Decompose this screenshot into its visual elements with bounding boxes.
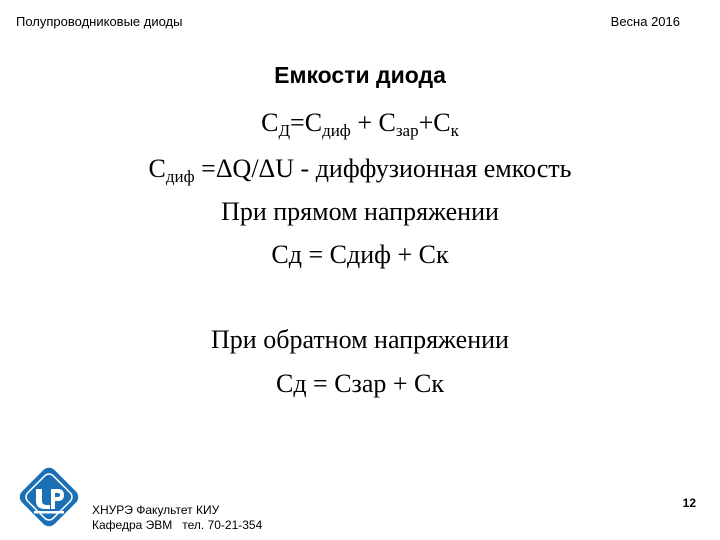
eq2-part1: С <box>148 154 166 183</box>
eq2-sub1: диф <box>165 167 195 186</box>
eq2-rest: =ΔQ/ΔU - диффузионная емкость <box>194 154 572 183</box>
eq1-sub2: диф <box>322 121 351 140</box>
forward-bias-heading: При прямом напряжении <box>221 197 499 226</box>
eq1-part4: +С <box>418 108 451 137</box>
capacitance-sum-equation <box>0 108 720 138</box>
eq1-sub4: к <box>450 121 459 140</box>
forward-bias-formula: Сд = Сдиф + Ск <box>271 240 449 269</box>
eq1-sub1: Д <box>278 121 291 140</box>
eq1-part2: =С <box>290 108 323 137</box>
footer-faculty: ХНУРЭ Факультет КИУ <box>92 503 220 517</box>
header-course-title: Полупроводниковые диоды <box>16 14 183 29</box>
eq1-sub3: зар <box>395 121 419 140</box>
page-number: 12 <box>682 496 696 510</box>
slide-title: Емкости диода <box>274 62 446 88</box>
reverse-bias-formula: Сд = Сзар + Ск <box>275 369 445 398</box>
footer-department-line <box>92 518 262 533</box>
footer-department: Кафедра ЭВМ <box>92 518 173 532</box>
header-term: Весна 2016 <box>610 14 680 29</box>
reverse-bias-heading: При обратном напряжении <box>211 325 509 354</box>
university-logo-icon <box>14 462 84 532</box>
diffusion-capacitance-definition <box>0 154 720 184</box>
footer-phone: тел. 70-21-354 <box>182 518 263 532</box>
eq1-part3: + С <box>350 108 396 137</box>
eq1-part1: С <box>261 108 279 137</box>
footer-institution <box>92 503 262 533</box>
